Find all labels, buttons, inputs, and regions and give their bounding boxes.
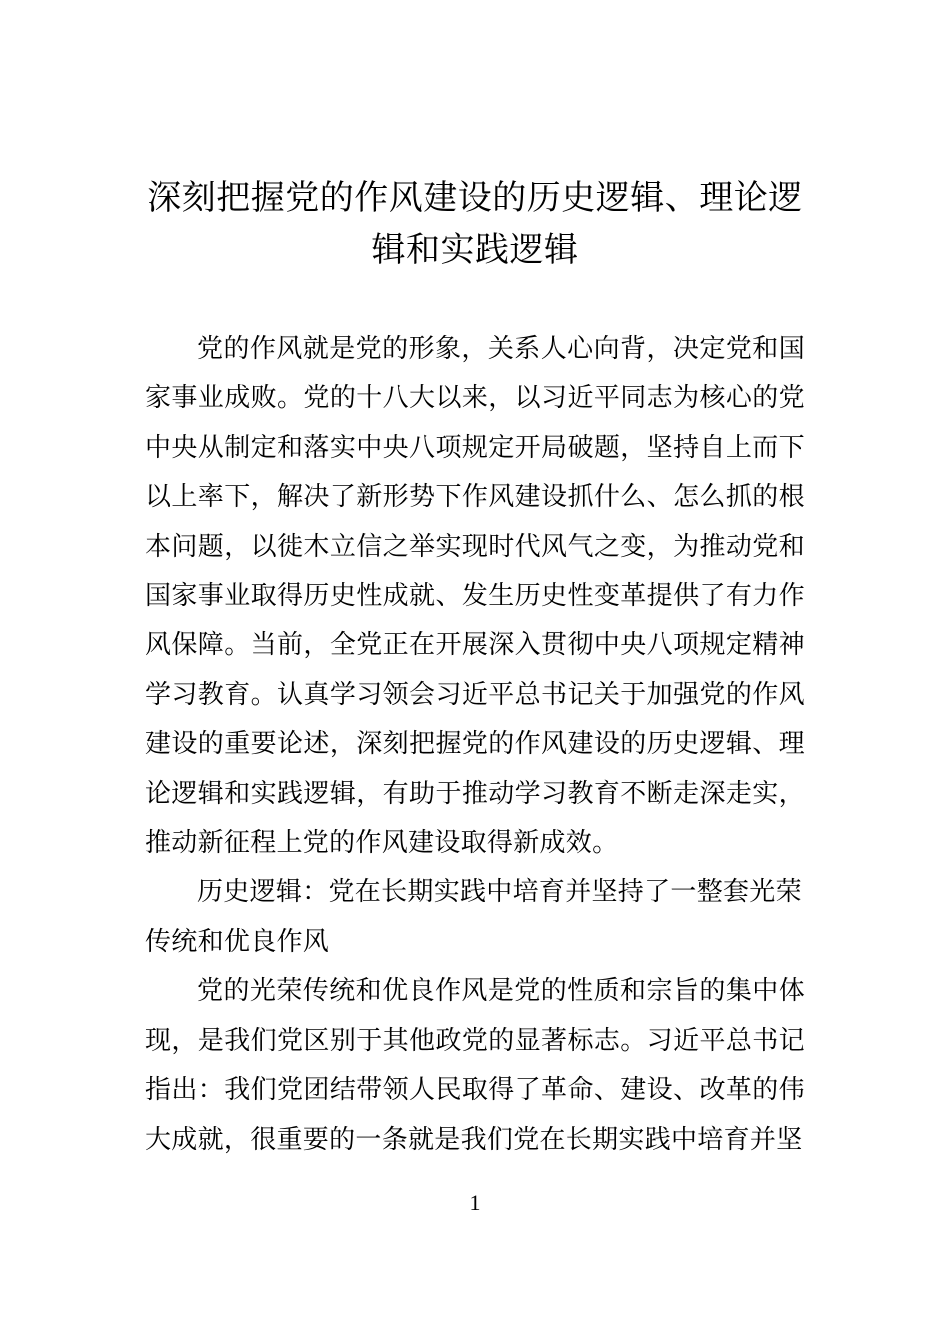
paragraph-history: 党的光荣传统和优良作风是党的性质和宗旨的集中体现，是我们党区别于其他政党的显著标志。习近平总书记指出：我们党团结带领人民取得了革命、建设、改革的伟大成就，很重要的一条就是我们党在长期实践中培育并坚	[145, 976, 805, 1155]
document-body	[145, 325, 805, 1165]
section-heading-history: 历史逻辑：党在长期实践中培育并坚持了一整套光荣传统和优良作风	[145, 877, 802, 957]
page-number: 1	[469, 1190, 481, 1215]
document-title: 深刻把握党的作风建设的历史逻辑、理论逻辑和实践逻辑	[147, 178, 803, 270]
paragraph-intro: 党的作风就是党的形象，关系人心向背，决定党和国家事业成败。党的十八大以来，以习近平同志为核心的党中央从制定和落实中央八项规定开局破题，坚持自上而下以上率下，解决了新形势下作风建设抓什么、怎么抓的根本问题，以徙木立信之举实现时代风气之变，为推动党和国家事业取得历史性成就、发生历史性变革提供了有力作风保障。当前，全党正在开展深入贯彻中央八项规定精神学习教育。认真学习领会习近平总书记关于加强党的作风建设的重要论述，深刻把握党的作风建设的历史逻辑、理论逻辑和实践逻辑，有助于推动学习教育不断走深走实，推动新征程上党的作风建设取得新成效。	[145, 334, 805, 859]
